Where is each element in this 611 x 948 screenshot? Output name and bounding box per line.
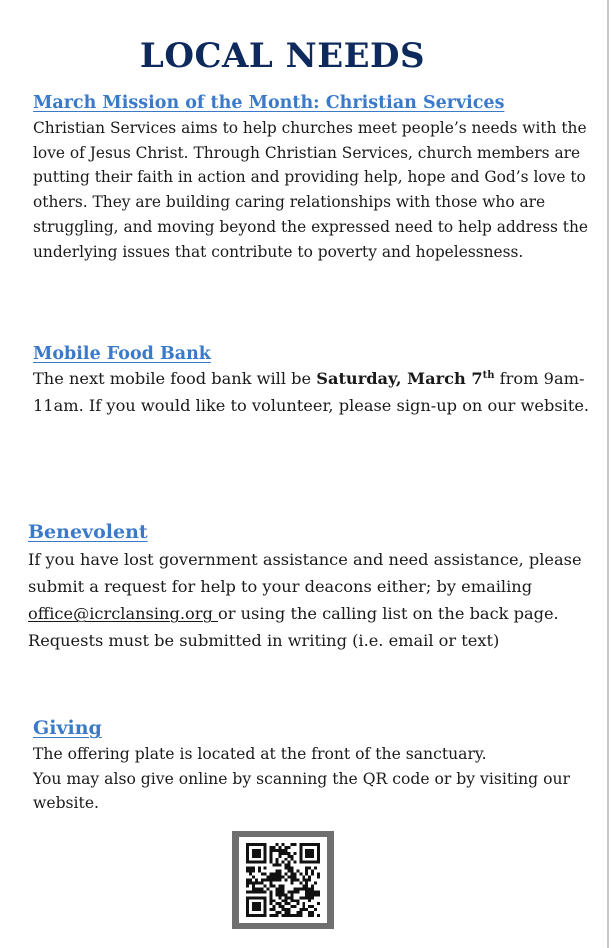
food-bank-date [316,369,494,388]
page-edge-rule [607,0,609,948]
benevolent-heading-link[interactable]: Benevolent [28,521,148,543]
food-bank-heading-link[interactable]: Mobile Food Bank [33,344,211,364]
food-bank-date-suffix: th [482,370,495,381]
mission-heading-link[interactable]: March Mission of the Month: Christian Services [33,93,505,113]
benevolent-section [28,520,600,654]
giving-body [33,742,593,816]
mission-section [33,92,593,264]
giving-line-2: You may also give online by scanning the QR code or by visiting our website. [33,769,570,812]
qr-code-frame[interactable] [232,831,334,929]
benevolent-text-after: or using the calling list on the back page. Requests must be submitted in writing (i.e. email or text) [28,604,559,650]
giving-section [33,716,593,816]
food-bank-body [33,366,593,419]
food-bank-text-after: from 9am-11am. If you would like to volunteer, please sign-up on our website. [33,369,590,415]
giving-line-1: The offering plate is located at the front of the sanctuary. [33,745,487,763]
benevolent-body [28,546,600,654]
food-bank-text-before: The next mobile food bank will be [33,369,317,388]
mission-body: Christian Services aims to help churches meet people’s needs with the love of Jesus Christ. Through Christian Services, church members are putting their faith in action and providing help, hope and God’s love to others. They are building caring relationships with those who are struggling, and moving beyond the expressed need to help address the underlying issues that contribute to poverty and hopelessness. [33,119,588,261]
page-title: LOCAL NEEDS [139,36,426,76]
qr-code-icon[interactable] [239,837,327,923]
benevolent-text-before: If you have lost government assistance and need assistance, please submit a request for help to your deacons either; by emailing [28,550,582,596]
food-bank-section [33,343,593,419]
food-bank-date-text: Saturday, March 7 [316,369,483,388]
giving-heading-link[interactable]: Giving [33,717,102,739]
benevolent-email-link[interactable]: office@icrclansing.org [28,604,218,623]
